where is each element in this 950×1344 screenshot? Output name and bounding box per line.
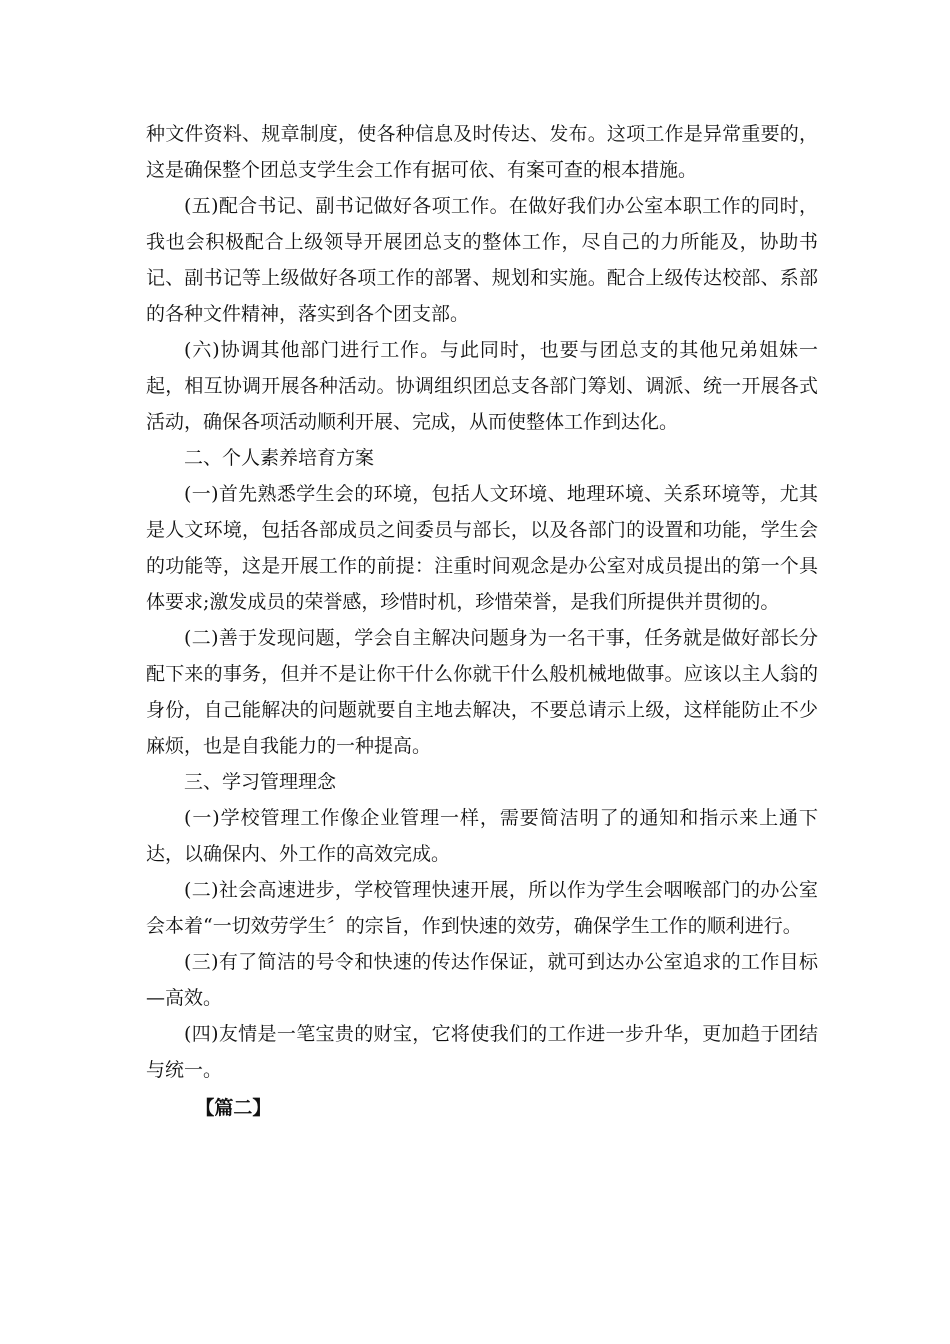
paragraph-item-5: (五)配合书记、副书记做好各项工作。在做好我们办公室本职工作的同时，我也会积极配合上级领导开展团总支的整体工作，尽自己的力所能及，协助书记、副书记等上级做好各项工作的部署、规划和实施。配合上级传达校部、系部的各种文件精神，落实到各个团支部。 <box>146 195 818 325</box>
paragraph-item-6: (六)协调其他部门进行工作。与此同时，也要与团总支的其他兄弟姐妹一起，相互协调开展各种活动。协调组织团总支各部门筹划、调派、统一开展各式活动，确保各项活动顺利开展、完成，从而使整体工作到达化。 <box>146 339 818 433</box>
paragraph-management-1: (一)学校管理工作像企业管理一样，需要简洁明了的通知和指示来上通下达，以确保内、外工作的高效完成。 <box>146 807 818 865</box>
section-heading-personal-quality: 二、个人素养培育方案 <box>184 447 375 469</box>
paragraph-management-2: (二)社会高速进步，学校管理快速开展，所以作为学生会咽喉部门的办公室会本着“一切效劳学生〞的宗旨，作到快速的效劳，确保学生工作的顺利进行。 <box>146 879 818 937</box>
paragraph-quality-2: (二)善于发现问题，学会自主解决问题身为一名干事，任务就是做好部长分配下来的事务，但并不是让你干什么你就干什么般机械地做事。应该以主人翁的身份，自己能解决的问题就要自主地去解决，不要总请示上级，这样能防止不少麻烦，也是自我能力的一种提高。 <box>146 627 818 757</box>
paragraph-continuation: 种文件资料、规章制度，使各种信息及时传达、发布。这项工作是异常重要的，这是确保整个团总支学生会工作有据可依、有案可查的根本措施。 <box>146 123 818 181</box>
paragraph-management-3: (三)有了简洁的号令和快速的传达作保证，就可到达办公室追求的工作目标—高效。 <box>146 951 818 1009</box>
section-mark-part-two: 【篇二】 <box>195 1097 272 1119</box>
document-body <box>146 116 818 1126</box>
section-heading-management: 三、学习管理理念 <box>184 771 337 793</box>
paragraph-management-4: (四)友情是一笔宝贵的财宝，它将使我们的工作进一步升华，更加趋于团结与统一。 <box>146 1023 818 1081</box>
paragraph-quality-1: (一)首先熟悉学生会的环境，包括人文环境、地理环境、关系环境等，尤其是人文环境，包括各部成员之间委员与部长，以及各部门的设置和功能，学生会的功能等，这是开展工作的前提：注重时间观念是办公室对成员提出的第一个具体要求;激发成员的荣誉感，珍惜时机，珍惜荣誉，是我们所提供并贯彻的。 <box>146 483 818 613</box>
